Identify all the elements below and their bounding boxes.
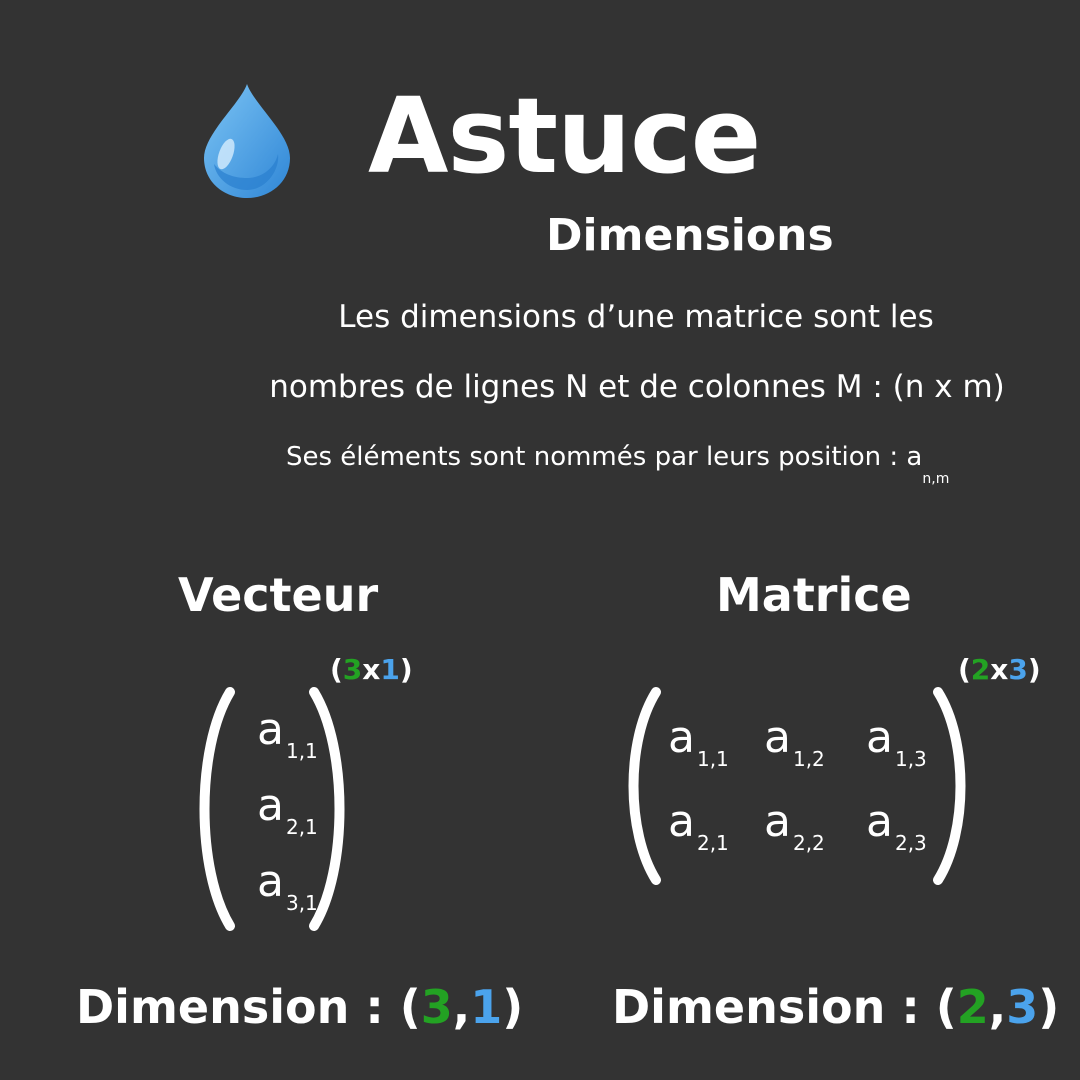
matrix-element xyxy=(866,796,927,855)
dimension-cols: 3 xyxy=(1006,980,1039,1034)
element-index: 2,1 xyxy=(285,815,318,839)
vector-element xyxy=(257,704,318,763)
element-base: a xyxy=(866,712,893,763)
paren-open: ( xyxy=(330,653,343,686)
matrix-element xyxy=(668,796,729,855)
element-index: 2,3 xyxy=(894,831,927,855)
matrix-dimension-label xyxy=(612,980,1060,1034)
description-line-3 xyxy=(286,444,949,486)
vector-dimension-label xyxy=(76,980,524,1034)
vector-title: Vecteur xyxy=(178,568,379,622)
description-line-1: Les dimensions d’une matrice sont les xyxy=(338,299,934,335)
element-base: a xyxy=(257,704,284,755)
element-index: 1,2 xyxy=(792,747,825,771)
vector-element xyxy=(257,856,318,915)
element-base: a xyxy=(257,856,284,907)
times-sign: x xyxy=(362,653,381,686)
paren-close: ) xyxy=(399,653,413,686)
vector-left-parenthesis xyxy=(186,688,246,930)
matrix-rows-count: 2 xyxy=(970,653,991,686)
matrix-cols-count: 3 xyxy=(1008,653,1028,686)
element-index: 1,1 xyxy=(285,739,318,763)
matrix-dimension-superscript xyxy=(958,653,1041,686)
dimension-rows: 3 xyxy=(420,980,453,1034)
element-index: 2,1 xyxy=(696,831,729,855)
vector-element xyxy=(257,780,318,839)
paren-close: ) xyxy=(502,980,524,1034)
matrix-left-parenthesis xyxy=(612,688,672,884)
page-title: Astuce xyxy=(368,75,761,197)
element-index: 2,2 xyxy=(792,831,825,855)
dimension-cols: 1 xyxy=(470,980,503,1034)
element-base: a xyxy=(764,796,791,847)
matrix-title: Matrice xyxy=(716,568,912,622)
description-line-2: nombres de lignes N et de colonnes M : (n x m) xyxy=(269,369,1005,405)
paren-open: ( xyxy=(958,653,971,686)
matrix-element xyxy=(866,712,927,771)
vector-dimension-superscript xyxy=(330,653,413,686)
element-base: a xyxy=(668,796,695,847)
dimension-rows: 2 xyxy=(956,980,989,1034)
vector-rows-count: 3 xyxy=(342,653,363,686)
times-sign: x xyxy=(990,653,1009,686)
section-subtitle: Dimensions xyxy=(546,210,834,261)
element-index: 1,1 xyxy=(696,747,729,771)
dimension-label-text: Dimension : ( xyxy=(612,980,957,1034)
description-line-3-subscript: n,m xyxy=(922,471,950,487)
vector-cols-count: 1 xyxy=(380,653,400,686)
element-base: a xyxy=(668,712,695,763)
element-base: a xyxy=(257,780,284,831)
element-base: a xyxy=(764,712,791,763)
element-base: a xyxy=(866,796,893,847)
dimension-label-text: Dimension : ( xyxy=(76,980,421,1034)
paren-close: ) xyxy=(1027,653,1041,686)
element-index: 3,1 xyxy=(285,891,318,915)
droplet-icon xyxy=(200,82,294,200)
paren-close: ) xyxy=(1038,980,1060,1034)
element-index: 1,3 xyxy=(894,747,927,771)
description-line-3-text: Ses éléments sont nommés par leurs position : a xyxy=(286,442,923,472)
matrix-element xyxy=(764,712,825,771)
matrix-right-parenthesis xyxy=(922,688,982,884)
dimension-separator: , xyxy=(452,980,471,1034)
matrix-element xyxy=(764,796,825,855)
matrix-element xyxy=(668,712,729,771)
dimension-separator: , xyxy=(988,980,1007,1034)
